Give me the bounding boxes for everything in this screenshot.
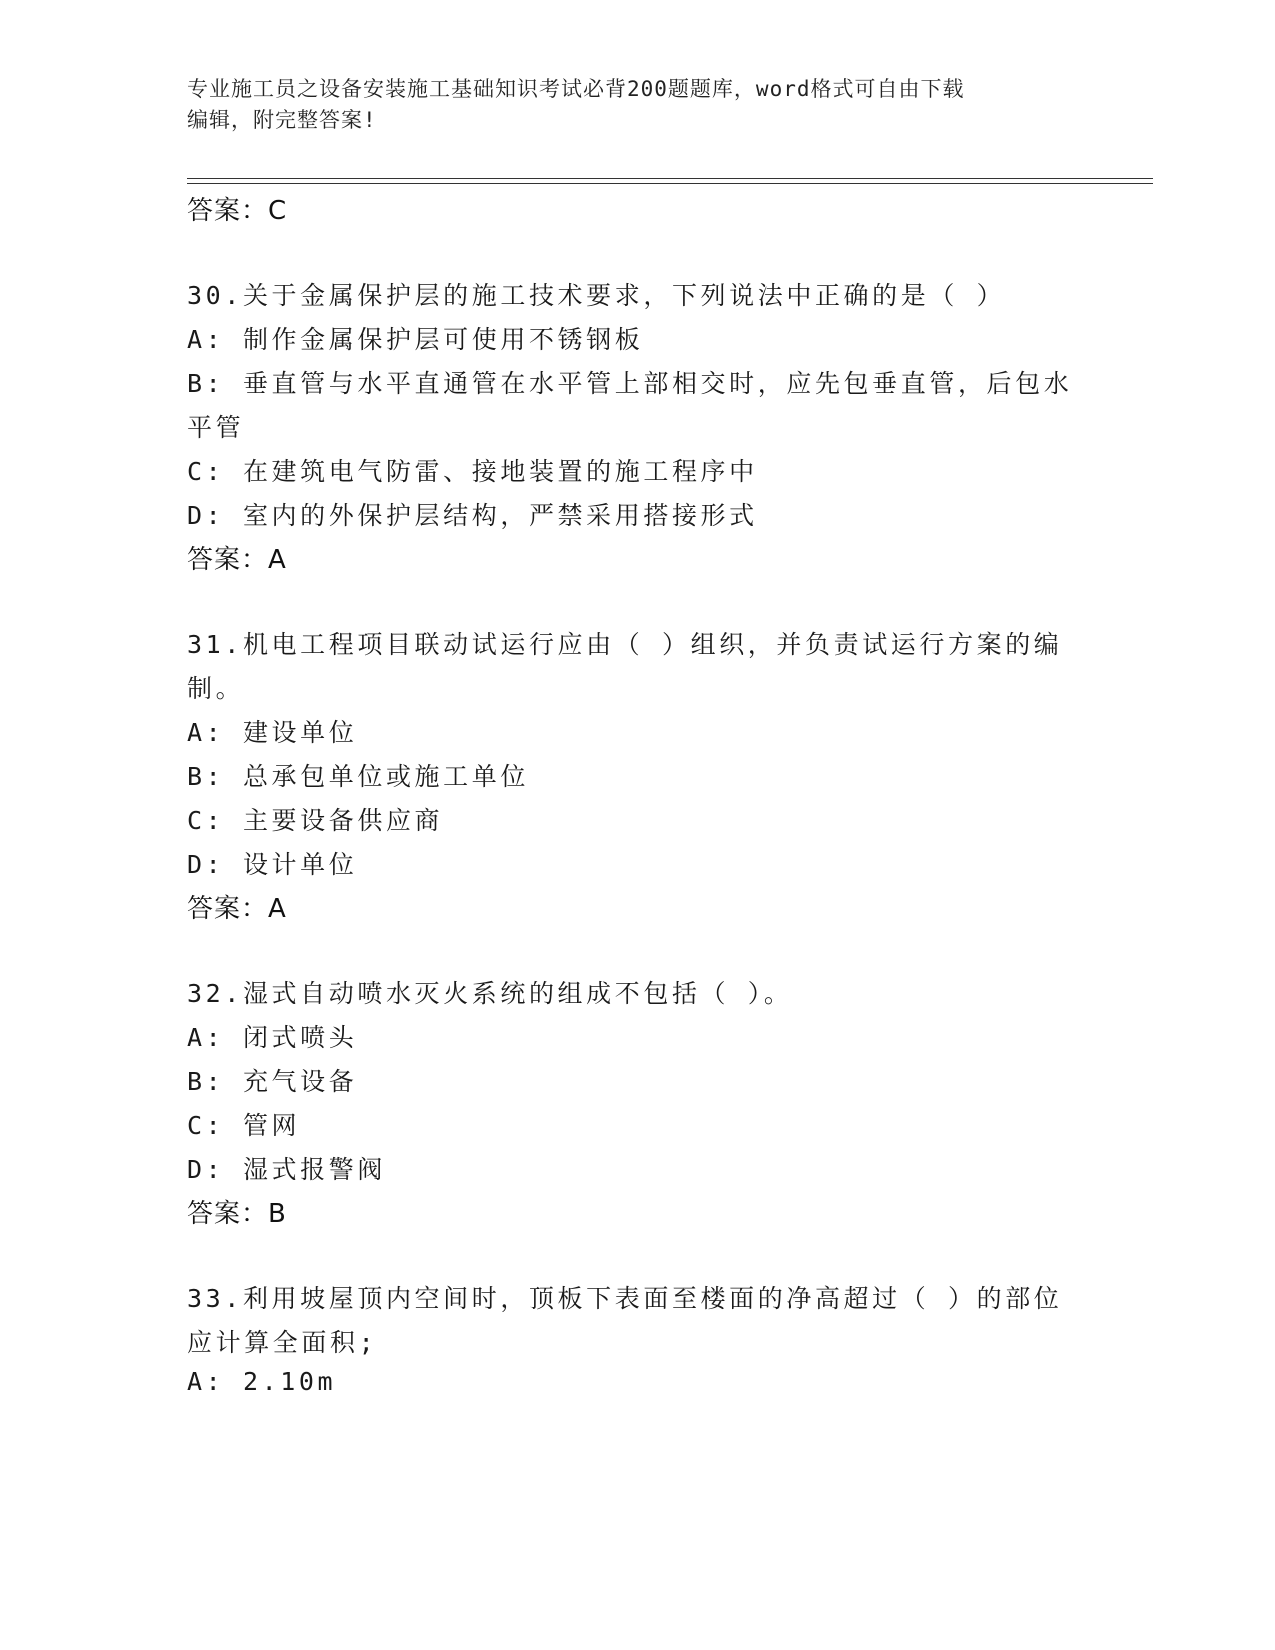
question-30-option-c: C: 在建筑电气防雷、接地装置的施工程序中 (187, 457, 758, 486)
header-line-1: 专业施工员之设备安装施工基础知识考试必背200题题库，word格式可自由下载 (187, 77, 965, 101)
question-32-stem: 32.湿式自动喷水灭火系统的组成不包括（ ）。 (187, 979, 793, 1008)
header-line-2: 编辑，附完整答案! (187, 108, 377, 132)
question-32-option-b: B: 充气设备 (187, 1067, 358, 1096)
answer-30: 答案：A (187, 545, 287, 575)
question-31-option-c: C: 主要设备供应商 (187, 806, 444, 835)
question-31-option-a: A: 建设单位 (187, 718, 358, 747)
document-header (187, 74, 1067, 136)
question-32-option-c: C: 管网 (187, 1111, 301, 1140)
answer-prev: 答案：C (187, 196, 288, 226)
header-rule-top (187, 178, 1153, 179)
question-31-stem-line1: 31.机电工程项目联动试运行应由（ ）组织，并负责试运行方案的编 (187, 630, 1063, 659)
question-32-option-d: D: 湿式报警阀 (187, 1155, 386, 1184)
question-30-option-d: D: 室内的外保护层结构，严禁采用搭接形式 (187, 501, 758, 530)
question-30-option-b-line2: 平管 (187, 413, 245, 442)
answer-32: 答案：B (187, 1199, 287, 1229)
question-33-stem-line2: 应计算全面积; (187, 1328, 378, 1357)
answer-31: 答案：A (187, 894, 287, 924)
question-30-option-b-line1: B: 垂直管与水平直通管在水平管上部相交时，应先包垂直管，后包水 (187, 369, 1073, 398)
question-33-stem-line1: 33.利用坡屋顶内空间时，顶板下表面至楼面的净高超过（ ）的部位 (187, 1284, 1063, 1313)
question-32-option-a: A: 闭式喷头 (187, 1023, 358, 1052)
question-31-stem-line2: 制。 (187, 674, 245, 703)
question-30-stem: 30.关于金属保护层的施工技术要求，下列说法中正确的是（ ） (187, 281, 1006, 310)
header-rule-bottom (187, 183, 1153, 184)
question-33-option-a: A: 2.10m (187, 1367, 337, 1396)
question-31-option-d: D: 设计单位 (187, 850, 358, 879)
question-30-option-a: A: 制作金属保护层可使用不锈钢板 (187, 325, 644, 354)
question-31-option-b: B: 总承包单位或施工单位 (187, 762, 529, 791)
